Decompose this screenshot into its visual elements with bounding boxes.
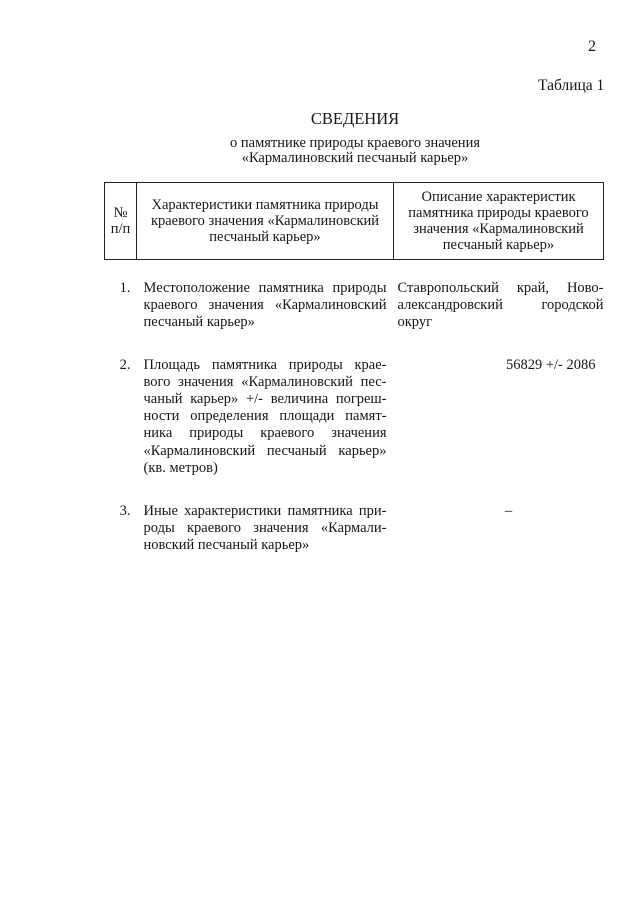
characteristic-line: Иные характеристики памятника при- (143, 503, 387, 520)
row-number: 1. (119, 280, 131, 296)
table-row (105, 503, 604, 555)
characteristic-line: Площадь памятника природы крае- (143, 356, 387, 373)
characteristic-line: вого значения «Кармалиновский пес- (143, 373, 387, 390)
row-characteristic (137, 280, 394, 357)
row-characteristic (137, 357, 394, 503)
description-line: Ставропольский край, Ново- (397, 280, 604, 296)
info-table (104, 182, 604, 555)
characteristic-line: ника природы краевого значения (143, 425, 387, 442)
characteristic-line: (кв. метров) (143, 459, 218, 476)
row-description (394, 280, 604, 357)
header-description-line-2: памятника природы краевого (408, 205, 589, 221)
header-characteristic-line-3: песчаный карьер» (209, 229, 321, 245)
subheading-line-2: «Кармалиновский песчаный карьер» (241, 150, 469, 166)
page-number: 2 (588, 38, 596, 55)
header-number-line-1: № (113, 205, 128, 221)
header-description-line-1: Описание характеристик (421, 189, 576, 205)
characteristic-line: новский песчаный карьер» (143, 537, 310, 554)
header-characteristic (137, 183, 394, 260)
row-number: 3. (119, 503, 131, 520)
header-number (105, 183, 137, 260)
table-row (105, 280, 604, 357)
row-characteristic (137, 503, 394, 555)
table-row (105, 357, 604, 503)
document-subheading (0, 136, 640, 166)
table-label: Таблица 1 (538, 77, 605, 94)
characteristic-line: роды краевого значения «Кармали- (143, 520, 387, 537)
description-line: округ (397, 314, 433, 331)
header-characteristic-line-1: Характеристики памятника природы (151, 197, 379, 213)
table-header-row (105, 183, 604, 260)
row-description: – (504, 503, 513, 520)
header-characteristic-line-2: краевого значения «Кармалиновский (150, 213, 380, 229)
header-number-line-2: п/п (110, 221, 131, 237)
document-heading: СВЕДЕНИЯ (310, 109, 400, 128)
header-description (394, 183, 604, 260)
characteristic-line: ности определения площади памят- (143, 408, 387, 425)
description-line: александровский городской (397, 297, 604, 314)
header-description-line-4: песчаный карьер» (442, 237, 555, 253)
characteristic-line: «Кармалиновский песчаный карьер» (143, 442, 387, 459)
row-number: 2. (119, 356, 131, 373)
characteristic-line: краевого значения «Кармалиновский (143, 297, 387, 314)
characteristic-line: песчаный карьер» (143, 314, 255, 331)
characteristic-line: чаный карьер» +/- величина погреш- (143, 391, 387, 408)
row-description: 56829 +/- 2086 (505, 356, 596, 373)
subheading-line-1: о памятнике природы краевого значения (230, 135, 480, 151)
characteristic-line: Местоположение памятника природы (143, 280, 387, 296)
header-description-line-3: значения «Кармалиновский (413, 221, 584, 237)
